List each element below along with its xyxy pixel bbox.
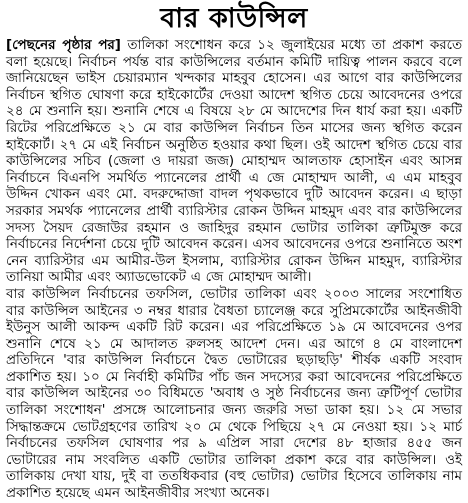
article-paragraph-1	[6, 38, 462, 287]
article-body	[6, 38, 462, 503]
continuation-label: [পেছনের পৃষ্ঠার পর]	[6, 38, 121, 53]
paragraph-1-text: তালিকা সংশোধন করে ১২ জুলাইয়ের মধ্যে তা প্রকাশ করতে বলা হয়েছে। নির্বাচন পর্যন্ত বার কাউন্সিলের বর্তমান কমিটি দায়িত্ব পালন করবে বলে জানিয়েছেন ভাইস চেয়ারম্যান খন্দকার মাহবুব হোসেন। এর আগে বার কাউন্সিলের নির্বাচন স্থগিত ঘোষণা করে হাইকোর্টের দেওয়া আদেশ স্থগিত চেয়ে আবেদনের ওপরে ২৪ মে শুনানি হয়। শুনানি শেষে এ বিষয়ে ২৮ মে আদেশের দিন ধার্য করা হয়। একটি রিটের পরিপ্রেক্ষিতে ২১ মে বার কাউন্সিল নির্বাচন তিন মাসের জন্য স্থগিত করেন হাইকোর্ট। ২৭ মে এই নির্বাচন অনুষ্ঠিত হওয়ার কথা ছিল। ওই আদেশ স্থগিত চেয়ে বার কাউন্সিলের সচিব (জেলা ও দায়রা জজ) মোহাম্মদ আলতাফ হোসাইন এবং আসন্ন নির্বাচনে বিএনপি সমর্থিত প্যানেলের প্রার্থী এ জে মোহাম্মদ আলী, এ এম মাহবুব উদ্দিন খোকন এবং মো. বদরুদ্দোজা বাদল পৃথকভাবে দুটি আবেদন করেন। এ ছাড়া সরকার সমর্থক প্যানেলের প্রার্থী ব্যারিস্টার রোকন উদ্দিন মাহমুদ এবং বার কাউন্সিলের সদস্য সৈয়দ রেজাউর রহমান ও জাহিদুর রহমান ভোটার তালিকা ত্রুটিমুক্ত করে নির্বাচনের নির্দেশনা চেয়ে দুটি আবেদন করেন। এসব আবেদনের ওপরে শুনানিতে অংশ নেন ব্যারিস্টার এম আমীর-উল ইসলাম, ব্যারিস্টার রোকন উদ্দিন মাহমুদ, ব্যারিস্টার তানিয়া আমীর এবং অ্যাডভোকেট এ জে মোহাম্মদ আলী।	[6, 38, 462, 286]
article-paragraph-2	[6, 287, 462, 503]
paragraph-2-text: বার কাউন্সিল নির্বাচনের তফসিল, ভোটার তালিকা এবং ২০০৩ সালের সংশোধিত বার কাউন্সিল আইনের ৩ নম্বর ধারার বৈধতা চ্যালেঞ্জ করে সুপ্রিমকোর্টের আইনজীবী ইউনুস আলী আকন্দ একটি রিট করেন। এর পরিপ্রেক্ষিতে ১৯ মে আবেদনের ওপর শুনানি শেষে ২১ মে আদালত রুলসহ আদেশ দেন। এর আগে ৪ মে বাংলাদেশ প্রতিদিনে 'বার কাউন্সিল নির্বাচনে দ্বৈত ভোটারের ছড়াছড়ি' শীর্ষক একটি সংবাদ প্রকাশিত হয়। ১০ মে নির্বাহী কমিটির পাঁচ জন সদস্যের করা আবেদনের পরিপ্রেক্ষিতে বার কাউন্সিল আইনের ৩০ বিধিমতে 'অবাধ ও সুষ্ঠ নির্বাচনের জন্য ত্রুটিপূর্ণ ভোটার তালিকা সংশোধন' প্রসঙ্গে আলোচনার জন্য জরুরি সভা ডাকা হয়। ১২ মে সভার সিদ্ধান্তক্রমে ভোটগ্রহণের তারিখ ২০ মে থেকে পিছিয়ে ২৭ মে নেওয়া হয়। ১২ মার্চ নির্বাচনের তফসিল ঘোষণার পর ৯ এপ্রিল সারা দেশের ৪৮ হাজার ৪৫৫ জন ভোটারের নাম সংবলিত একটি ভোটার তালিকা প্রকাশ করে বার কাউন্সিল। ওই তালিকায় দেখা যায়, দুই বা ততধিকবার (বহু ভোটার) ভোটার হিসেবে তালিকায় নাম প্রকাশিত হয়েছে এমন আইনজীবীর সংখ্যা অনেক।	[6, 286, 462, 502]
article-headline: বার কাউন্সিল	[160, 3, 308, 34]
news-article	[6, 2, 462, 502]
